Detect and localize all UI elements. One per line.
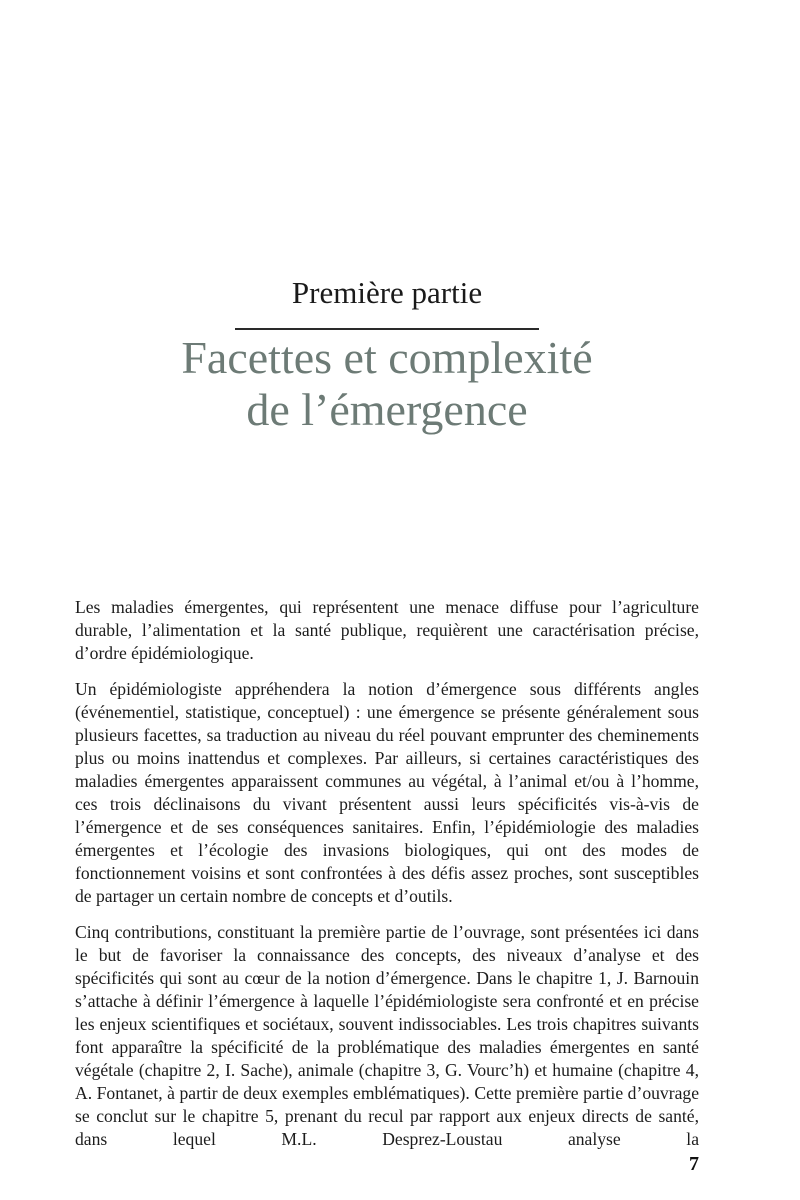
part-title xyxy=(0,332,774,436)
body-text xyxy=(75,596,699,1164)
part-title-line-2: de l’émergence xyxy=(246,384,528,435)
part-label: Première partie xyxy=(291,275,483,310)
paragraph-2: Un épidémiologiste appréhendera la notion d’émergence sous différents angles (événementiel, statistique, conceptuel) : une émergence se présente généralement sous plusieurs facettes, sa traduction au niveau du réel pouvant emprunter des cheminements plus ou moins inattendus et complexes. Par ailleurs, si certaines caractéristiques des maladies émergentes apparaissent communes au végétal, à l’animal et/ou à l’homme, ces trois déclinaisons du vivant présentent aussi leurs spécificités vis-à-vis de l’émergence et de ses conséquences sanitaires. Enfin, l’épidémiologie des maladies émergentes et l’écologie des invasions biologiques, qui ont des modes de fonctionnement voisins et sont confrontées à des défis assez proches, sont susceptibles de partager un certain nombre de concepts et d’outils. xyxy=(75,679,699,906)
paragraph-1: Les maladies émergentes, qui représentent une menace diffuse pour l’agriculture durable, l’alimentation et la santé publique, requièrent une caractérisation précise, d’ordre épidémiologique. xyxy=(75,597,699,663)
title-rule xyxy=(235,328,539,330)
page-number: 7 xyxy=(689,1153,699,1175)
paragraph-3: Cinq contributions, constituant la première partie de l’ouvrage, sont présentées ici dans le but de favoriser la connaissance des concepts, des niveaux d’analyse et des spécificités qui sont au cœur de la notion d’émergence. Dans le chapitre 1, J. Barnouin s’attache à définir l’émergence à laquelle l’épidémiologiste sera confronté et en précise les enjeux scientifiques et sociétaux, souvent indissociables. Les trois chapitres suivants font apparaître la spécificité de la problématique des maladies émergentes en santé végétale (chapitre 2, I. Sache), animale (chapitre 3, G. Vourc’h) et humaine (chapitre 4, A. Fontanet, à partir de deux exemples emblématiques). Cette première partie d’ouvrage se conclut sur le chapitre 5, prenant du recul par rapport aux enjeux directs de santé, dans lequel M.L. Desprez-Loustau analyse la xyxy=(75,922,699,1149)
part-title-line-1: Facettes et complexité xyxy=(181,332,593,383)
